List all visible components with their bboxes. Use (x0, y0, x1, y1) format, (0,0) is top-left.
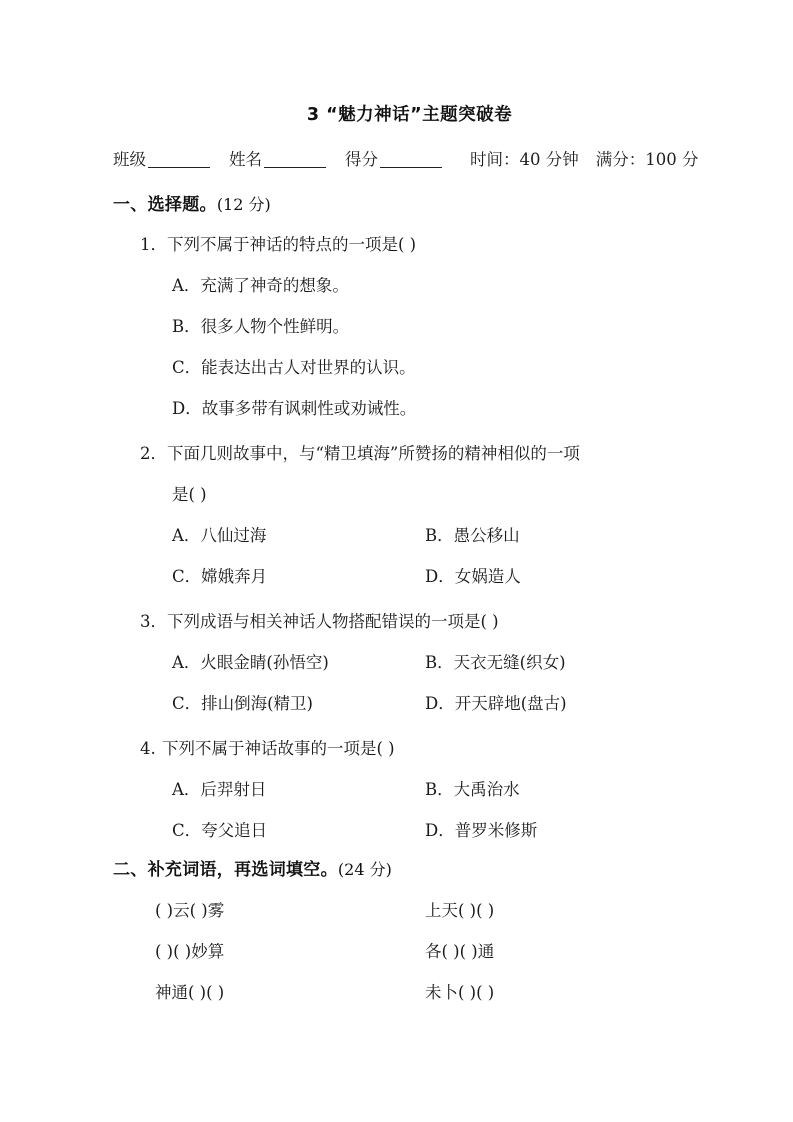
option-a-label: A． (172, 653, 201, 672)
option-c-text: 能表达出古人对世界的认识。 (201, 358, 416, 377)
option-c-label: C． (172, 821, 202, 840)
fill-blank-row-2-left[interactable]: ( )( )妙算 (155, 942, 225, 961)
option-b-text: 大禹治水 (453, 780, 520, 799)
question-2-number: 2． (140, 444, 167, 463)
page-title: 3 “魅力神话”主题突破卷 (306, 105, 513, 125)
question-2-option-a[interactable] (172, 522, 266, 546)
option-b-label: B． (425, 653, 454, 672)
option-a-label: A． (172, 780, 201, 799)
option-a-text: 八仙过海 (200, 526, 267, 545)
fill-blank-row-3-left[interactable]: 神通( )( ) (155, 983, 225, 1002)
question-4-option-b[interactable] (425, 776, 520, 800)
option-d-text: 普罗米修斯 (454, 821, 538, 840)
question-2-option-b[interactable] (425, 522, 520, 546)
question-4-text: 下列不属于神话故事的一项是( ) (162, 739, 395, 758)
fill-blank-row-2-right[interactable]: 各( )( )通 (425, 942, 495, 961)
option-a-label: A． (172, 276, 201, 295)
student-info-line (113, 146, 713, 170)
option-b-label: B． (425, 780, 454, 799)
section-one-title: 一、选择题。 (113, 195, 217, 215)
class-label: 班级 (113, 150, 146, 169)
question-1-text: 下列不属于神话的特点的一项是( ) (167, 235, 417, 254)
section-heading-one (113, 190, 271, 215)
question-1-option-d[interactable] (172, 395, 416, 419)
score-label: 得分 (345, 150, 378, 169)
question-2-option-c[interactable] (172, 563, 267, 587)
question-3-number: 3． (140, 612, 167, 631)
option-a-text: 后羿射日 (200, 780, 267, 799)
option-c-label: C． (172, 694, 202, 713)
option-b-text: 很多人物个性鲜明。 (200, 317, 350, 336)
option-a-text: 火眼金睛(孙悟空) (200, 653, 329, 672)
question-1-stem (140, 231, 416, 255)
option-d-label: D． (172, 399, 202, 418)
section-two-title: 二、补充词语，再选词填空。 (113, 860, 338, 880)
option-a-text: 充满了神奇的想象。 (200, 276, 349, 295)
fill-blank-row-3-right[interactable]: 未卜( )( ) (425, 983, 495, 1002)
question-3-option-a[interactable] (172, 649, 329, 673)
option-c-text: 夸父追日 (201, 821, 268, 840)
fill-blank-row-1-right[interactable]: 上天( )( ) (425, 901, 495, 920)
option-d-label: D． (425, 694, 455, 713)
question-3-option-c[interactable] (172, 690, 313, 714)
question-4-stem (140, 735, 395, 759)
option-b-text: 愚公移山 (453, 526, 520, 545)
question-4-option-a[interactable] (172, 776, 266, 800)
question-4-option-c[interactable] (172, 817, 267, 841)
question-1-option-a[interactable] (172, 272, 349, 296)
time-info: 时间：40 分钟 (470, 150, 579, 169)
fill-blank-row-1-left[interactable]: ( )云( )雾 (155, 901, 225, 920)
question-1-number: 1． (140, 235, 167, 254)
option-a-label: A． (172, 526, 201, 545)
option-c-label: C． (172, 567, 202, 586)
section-two-points: (24 分) (337, 860, 392, 879)
question-2-stem-continued: 是( ) (172, 485, 207, 504)
question-3-stem (140, 608, 499, 632)
option-b-label: B． (172, 317, 201, 336)
option-c-text: 排山倒海(精卫) (201, 694, 313, 713)
option-d-text: 女娲造人 (454, 567, 521, 586)
section-heading-two (113, 855, 392, 880)
question-3-text: 下列成语与相关神话人物搭配错误的一项是( ) (167, 612, 499, 631)
section-one-points: (12 分) (216, 195, 271, 214)
option-d-label: D． (425, 821, 455, 840)
name-label: 姓名 (229, 150, 262, 169)
question-2-option-d[interactable] (425, 563, 521, 587)
question-3-option-d[interactable] (425, 690, 567, 714)
option-d-label: D． (425, 567, 455, 586)
total-score-info: 满分：100 分 (595, 150, 699, 169)
question-3-option-b[interactable] (425, 649, 566, 673)
option-c-label: C． (172, 358, 202, 377)
question-2-text: 下面几则故事中，与“精卫填海”所赞扬的精神相似的一项 (167, 444, 580, 463)
option-b-label: B． (425, 526, 454, 545)
option-b-text: 天衣无缝(织女) (453, 653, 566, 672)
option-c-text: 嫦娥奔月 (201, 567, 268, 586)
class-blank[interactable] (148, 167, 210, 168)
question-4-number: 4. (140, 739, 156, 758)
question-2-stem (140, 440, 580, 464)
option-d-text: 故事多带有讽刺性或劝诫性。 (201, 399, 417, 418)
score-blank[interactable] (380, 167, 442, 168)
name-blank[interactable] (264, 167, 326, 168)
question-4-option-d[interactable] (425, 817, 537, 841)
question-1-option-c[interactable] (172, 354, 416, 378)
question-1-option-b[interactable] (172, 313, 349, 337)
option-d-text: 开天辟地(盘古) (454, 694, 567, 713)
